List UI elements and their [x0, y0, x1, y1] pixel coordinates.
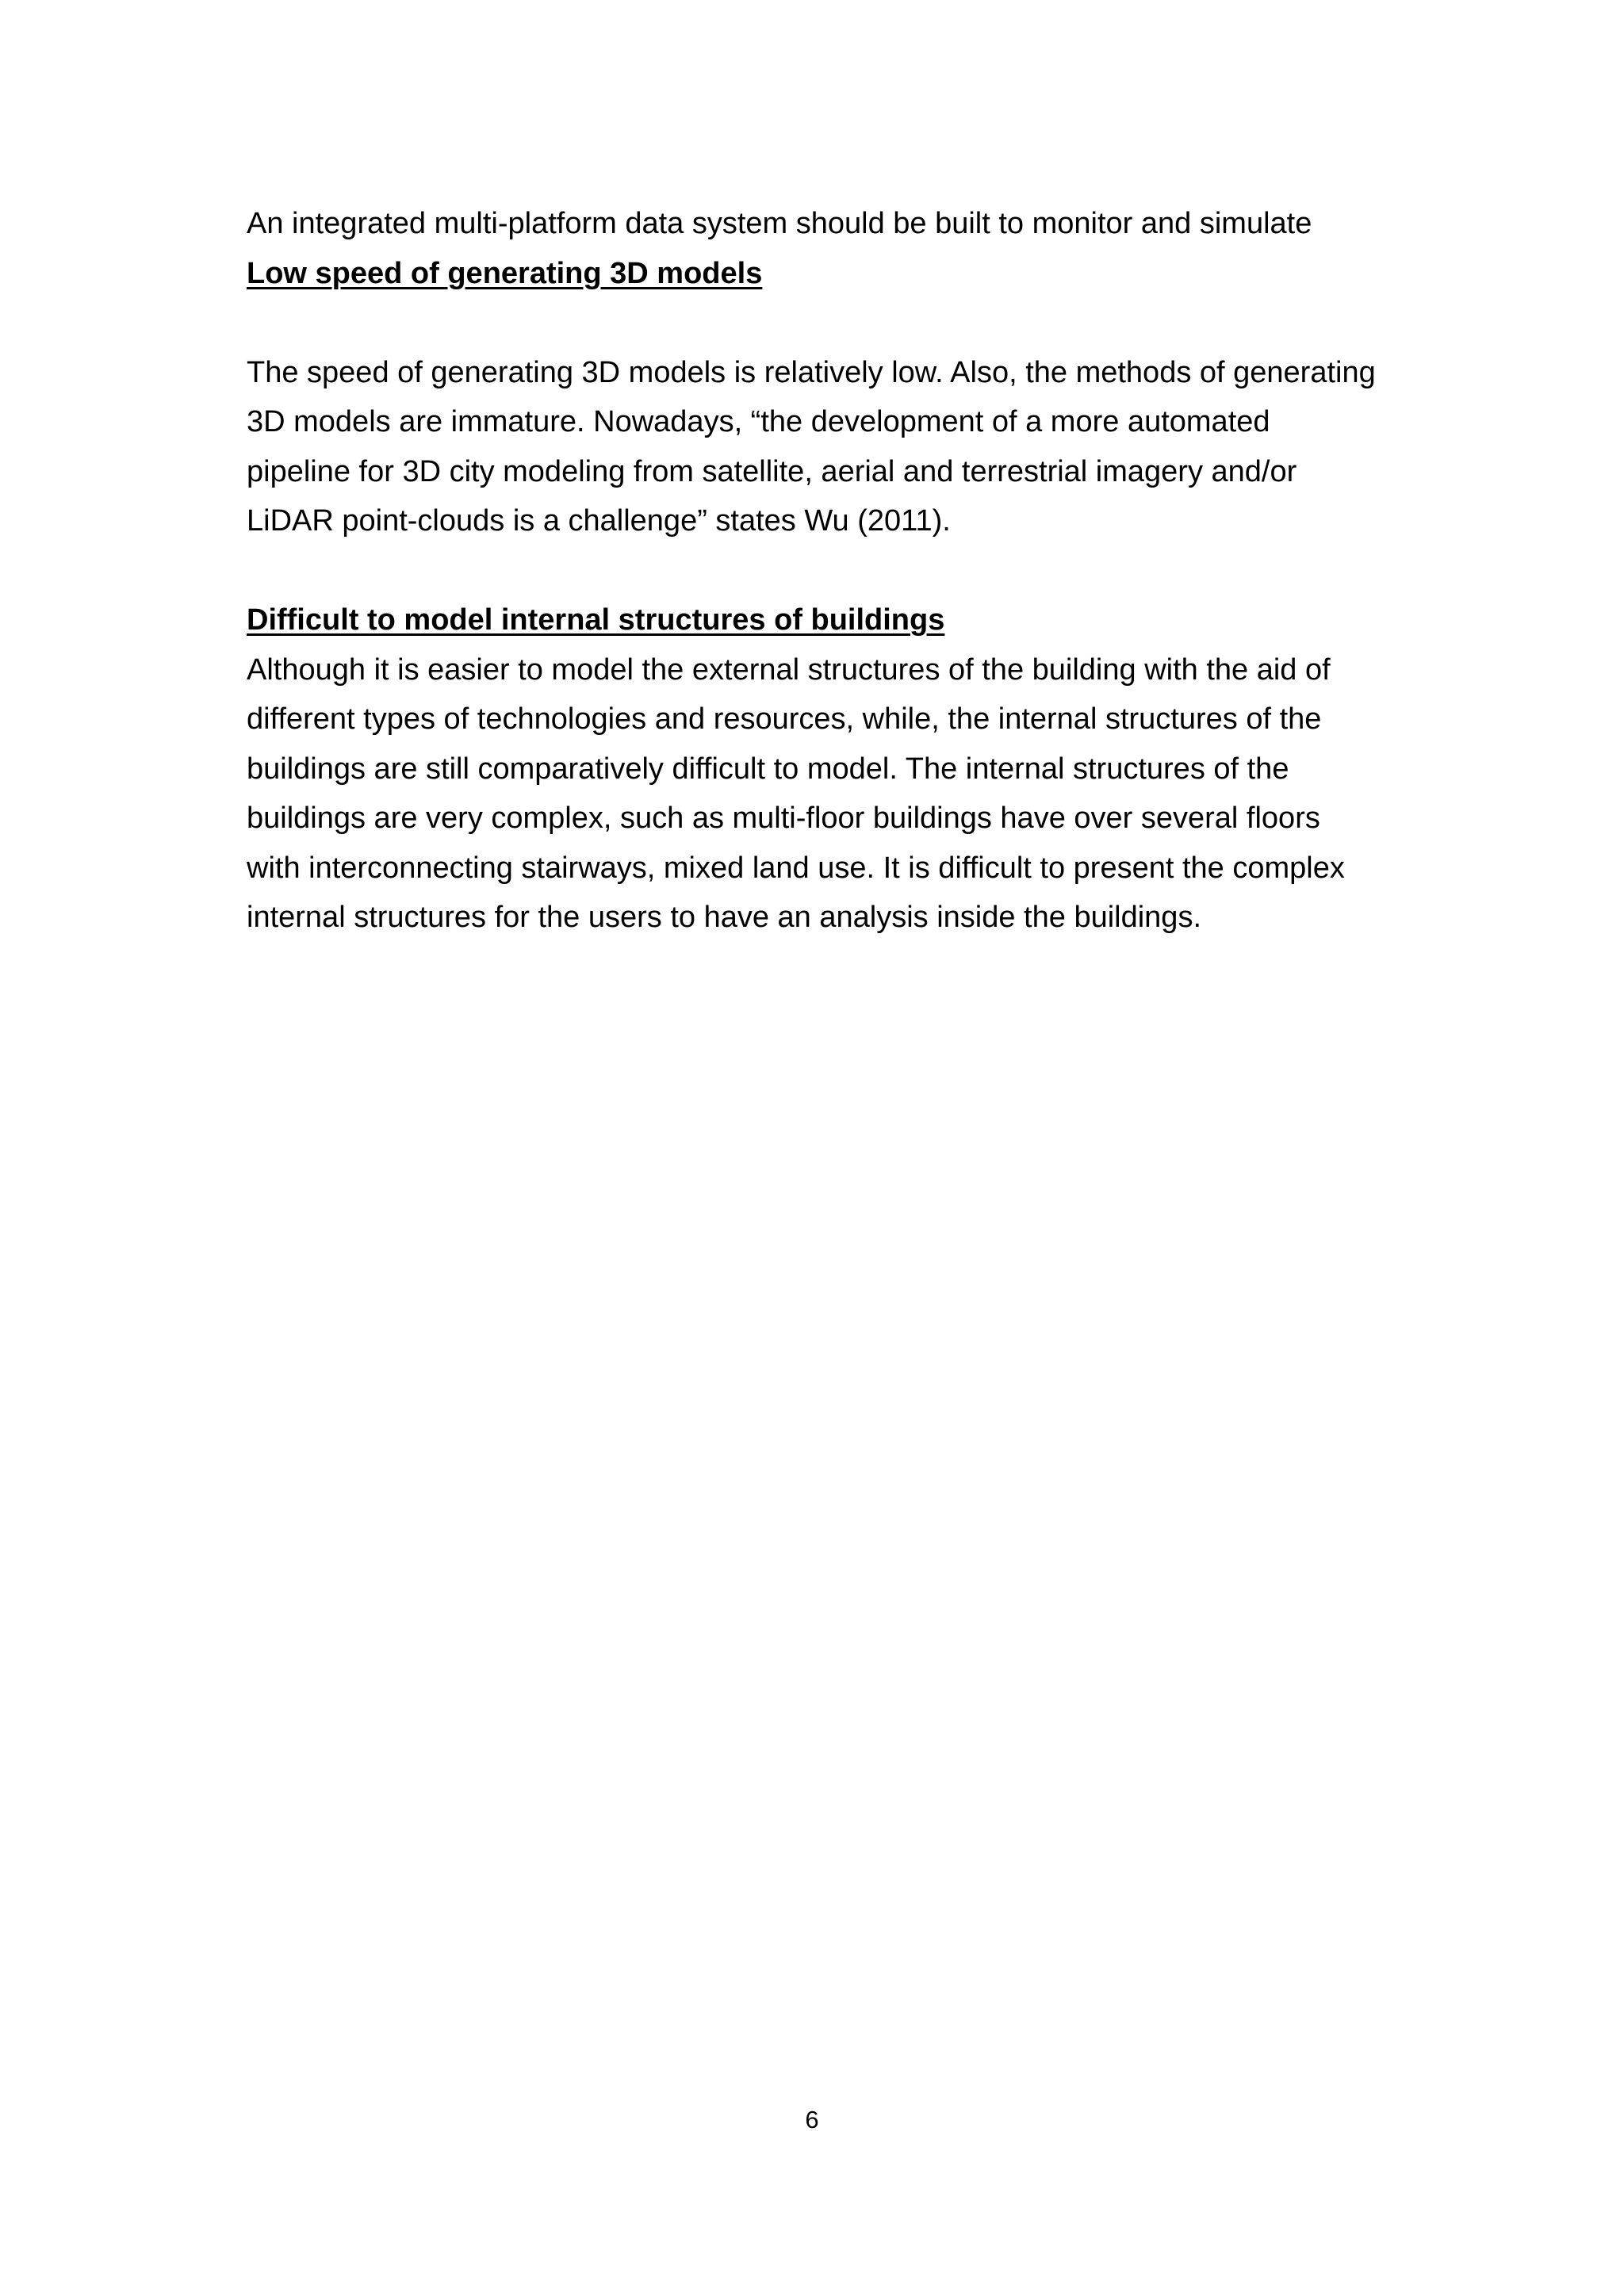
- paragraph-line: buildings are very complex, such as multi-floor buildings have over several floors: [247, 802, 1320, 835]
- paragraph-line: 3D models are immature. Nowadays, “the development of a more automated: [247, 405, 1270, 438]
- paragraph-line: LiDAR point-clouds is a challenge” states Wu (2011).: [247, 504, 951, 538]
- paragraph-line: different types of technologies and resources, while, the internal structures of the: [247, 702, 1322, 736]
- paragraph-line: with interconnecting stairways, mixed land use. It is difficult to present the complex: [247, 851, 1345, 885]
- intro-line: An integrated multi-platform data system should be built to monitor and simulate: [247, 207, 1312, 240]
- page-number: 6: [805, 2106, 819, 2133]
- section-heading-internal-structures: Difficult to model internal structures of buildings: [247, 603, 945, 637]
- page-body: [247, 199, 1404, 943]
- paragraph-line: The speed of generating 3D models is relatively low. Also, the methods of generating: [247, 355, 1376, 389]
- paragraph-line: buildings are still comparatively difficult to model. The internal structures of the: [247, 752, 1289, 786]
- paragraph-internal-structures: [247, 645, 1404, 943]
- paragraph-spacer: [247, 546, 1404, 596]
- paragraph-low-speed: [247, 348, 1404, 546]
- section-heading-low-speed: Low speed of generating 3D models: [247, 256, 763, 290]
- paragraph-line: pipeline for 3D city modeling from satellite, aerial and terrestrial imagery and/or: [247, 454, 1297, 488]
- paragraph-line: Although it is easier to model the external structures of the building with the aid of: [247, 652, 1331, 687]
- paragraph-line: internal structures for the users to have an analysis inside the buildings.: [247, 901, 1201, 934]
- paragraph-spacer: [247, 298, 1404, 348]
